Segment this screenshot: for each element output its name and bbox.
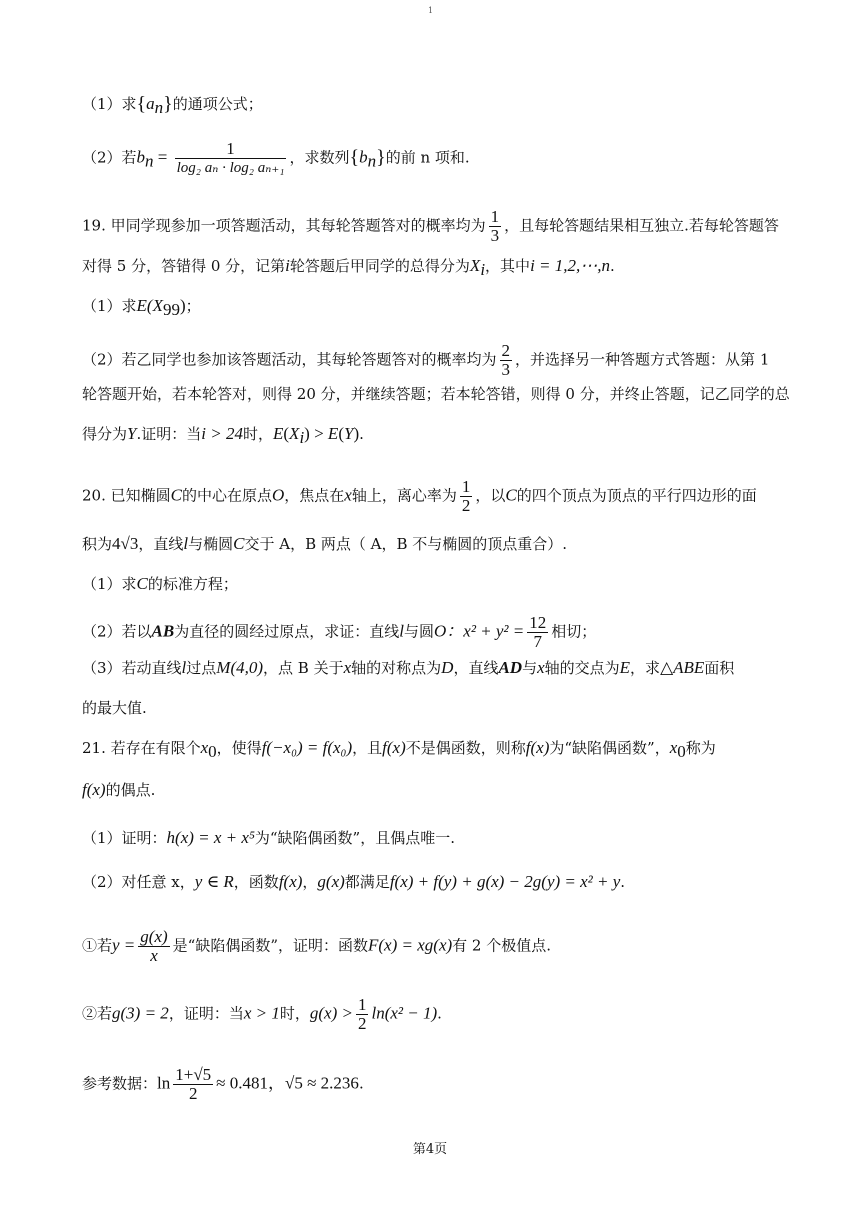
q21-part1: （1）证明：h(x) = x + x⁵为“缺陷偶函数”，且偶点唯一. bbox=[82, 828, 455, 847]
q21-line2: f(x)的偶点. bbox=[82, 780, 156, 799]
q21-reference-data: 参考数据：ln $\frac{1+√5}{2}$ ≈ 0.481，√5 ≈ 2.236. bbox=[82, 1065, 364, 1103]
q18-part1: （1）求$\{a_n\}$的通项公式； bbox=[82, 93, 263, 117]
q19-part1: （1）求$E(X_{99})$； bbox=[82, 296, 201, 319]
q18-part2: （2）若$b_n$ = $\frac{1}{\text{log₂ aₙ · log₂ aₙ₊₁}}$ ，求数列$\{b_n\}$的前 n 项和. bbox=[82, 139, 470, 176]
q21-part2: （2）对任意 x，y ∈ R，函数f(x)，g(x)都满足f(x) + f(y) + g(x) − 2g(y) = x² + y. bbox=[82, 872, 626, 891]
q21-sub2: ②若g(3) = 2，证明：当x > 1时，g(x) > $\frac{1}{2}$ ln(x² − 1). bbox=[82, 995, 442, 1033]
q19-line2: 对得 5 分，答错得 0 分，记第i轮答题后甲同学的总得分为$X_i$，其中i = 1,2,⋯,n. bbox=[82, 256, 615, 279]
page-top-mark: 1 bbox=[428, 6, 434, 15]
q18-fraction: $\frac{1}{\text{log₂ aₙ · log₂ aₙ₊₁}}$ bbox=[176, 139, 285, 176]
q19-part2: （2）若乙同学也参加该答题活动，其每轮答题答对的概率均为 $\frac{2}{3}$ ，并选择另一种答题方式答题：从第 1 bbox=[82, 341, 770, 379]
q19-line5: 得分为Y.证明：当i > 24时，$E(X_i) > E(Y)$. bbox=[82, 424, 364, 447]
q19-line4: 轮答题开始，若本轮答对，则得 20 分，并继续答题；若本轮答错，则得 0 分，并终止答题，记乙同学的总 bbox=[82, 385, 790, 403]
q21-line1: 21. 若存在有限个$x_0$，使得f(−x₀) = f(x₀)，且f(x)不是偶函数，则称f(x)为“缺陷偶函数”，$x_0$称为 bbox=[82, 738, 716, 761]
q20-part1: （1）求C的标准方程； bbox=[82, 574, 238, 593]
q20-part2: （2）若以AB为直径的圆经过原点，求证：直线l与圆O：x² + y² = $\frac{12}{7}$ 相切； bbox=[82, 613, 597, 651]
q21-sub1: ①若y = $\frac{g(x)}{x}$ 是“缺陷偶函数”，证明：函数F(x) = xg(x)有 2 个极值点. bbox=[82, 927, 552, 965]
q19-line1: 19. 甲同学现参加一项答题活动，其每轮答题答对的概率均为 $\frac{1}{3}$ ，且每轮答题结果相互独立.若每轮答题答 bbox=[82, 207, 779, 245]
q20-line1: 20. 已知椭圆C的中心在原点O，焦点在x轴上，离心率为 $\frac{1}{2}$ ，以C的四个顶点为顶点的平行四边形的面 bbox=[82, 477, 757, 515]
q20-line-last: 的最大值. bbox=[82, 699, 147, 717]
page-number: 第4页 bbox=[412, 1142, 448, 1157]
q20-part3: （3）若动直线l过点M(4,0)，点 B 关于x轴的对称点为D，直线AD与x轴的交点为E，求△ABE面积 bbox=[82, 658, 735, 677]
q20-line2: 积为4√3，直线l与椭圆C交于 A，B 两点（ A，B 不与椭圆的顶点重合）. bbox=[82, 534, 568, 553]
